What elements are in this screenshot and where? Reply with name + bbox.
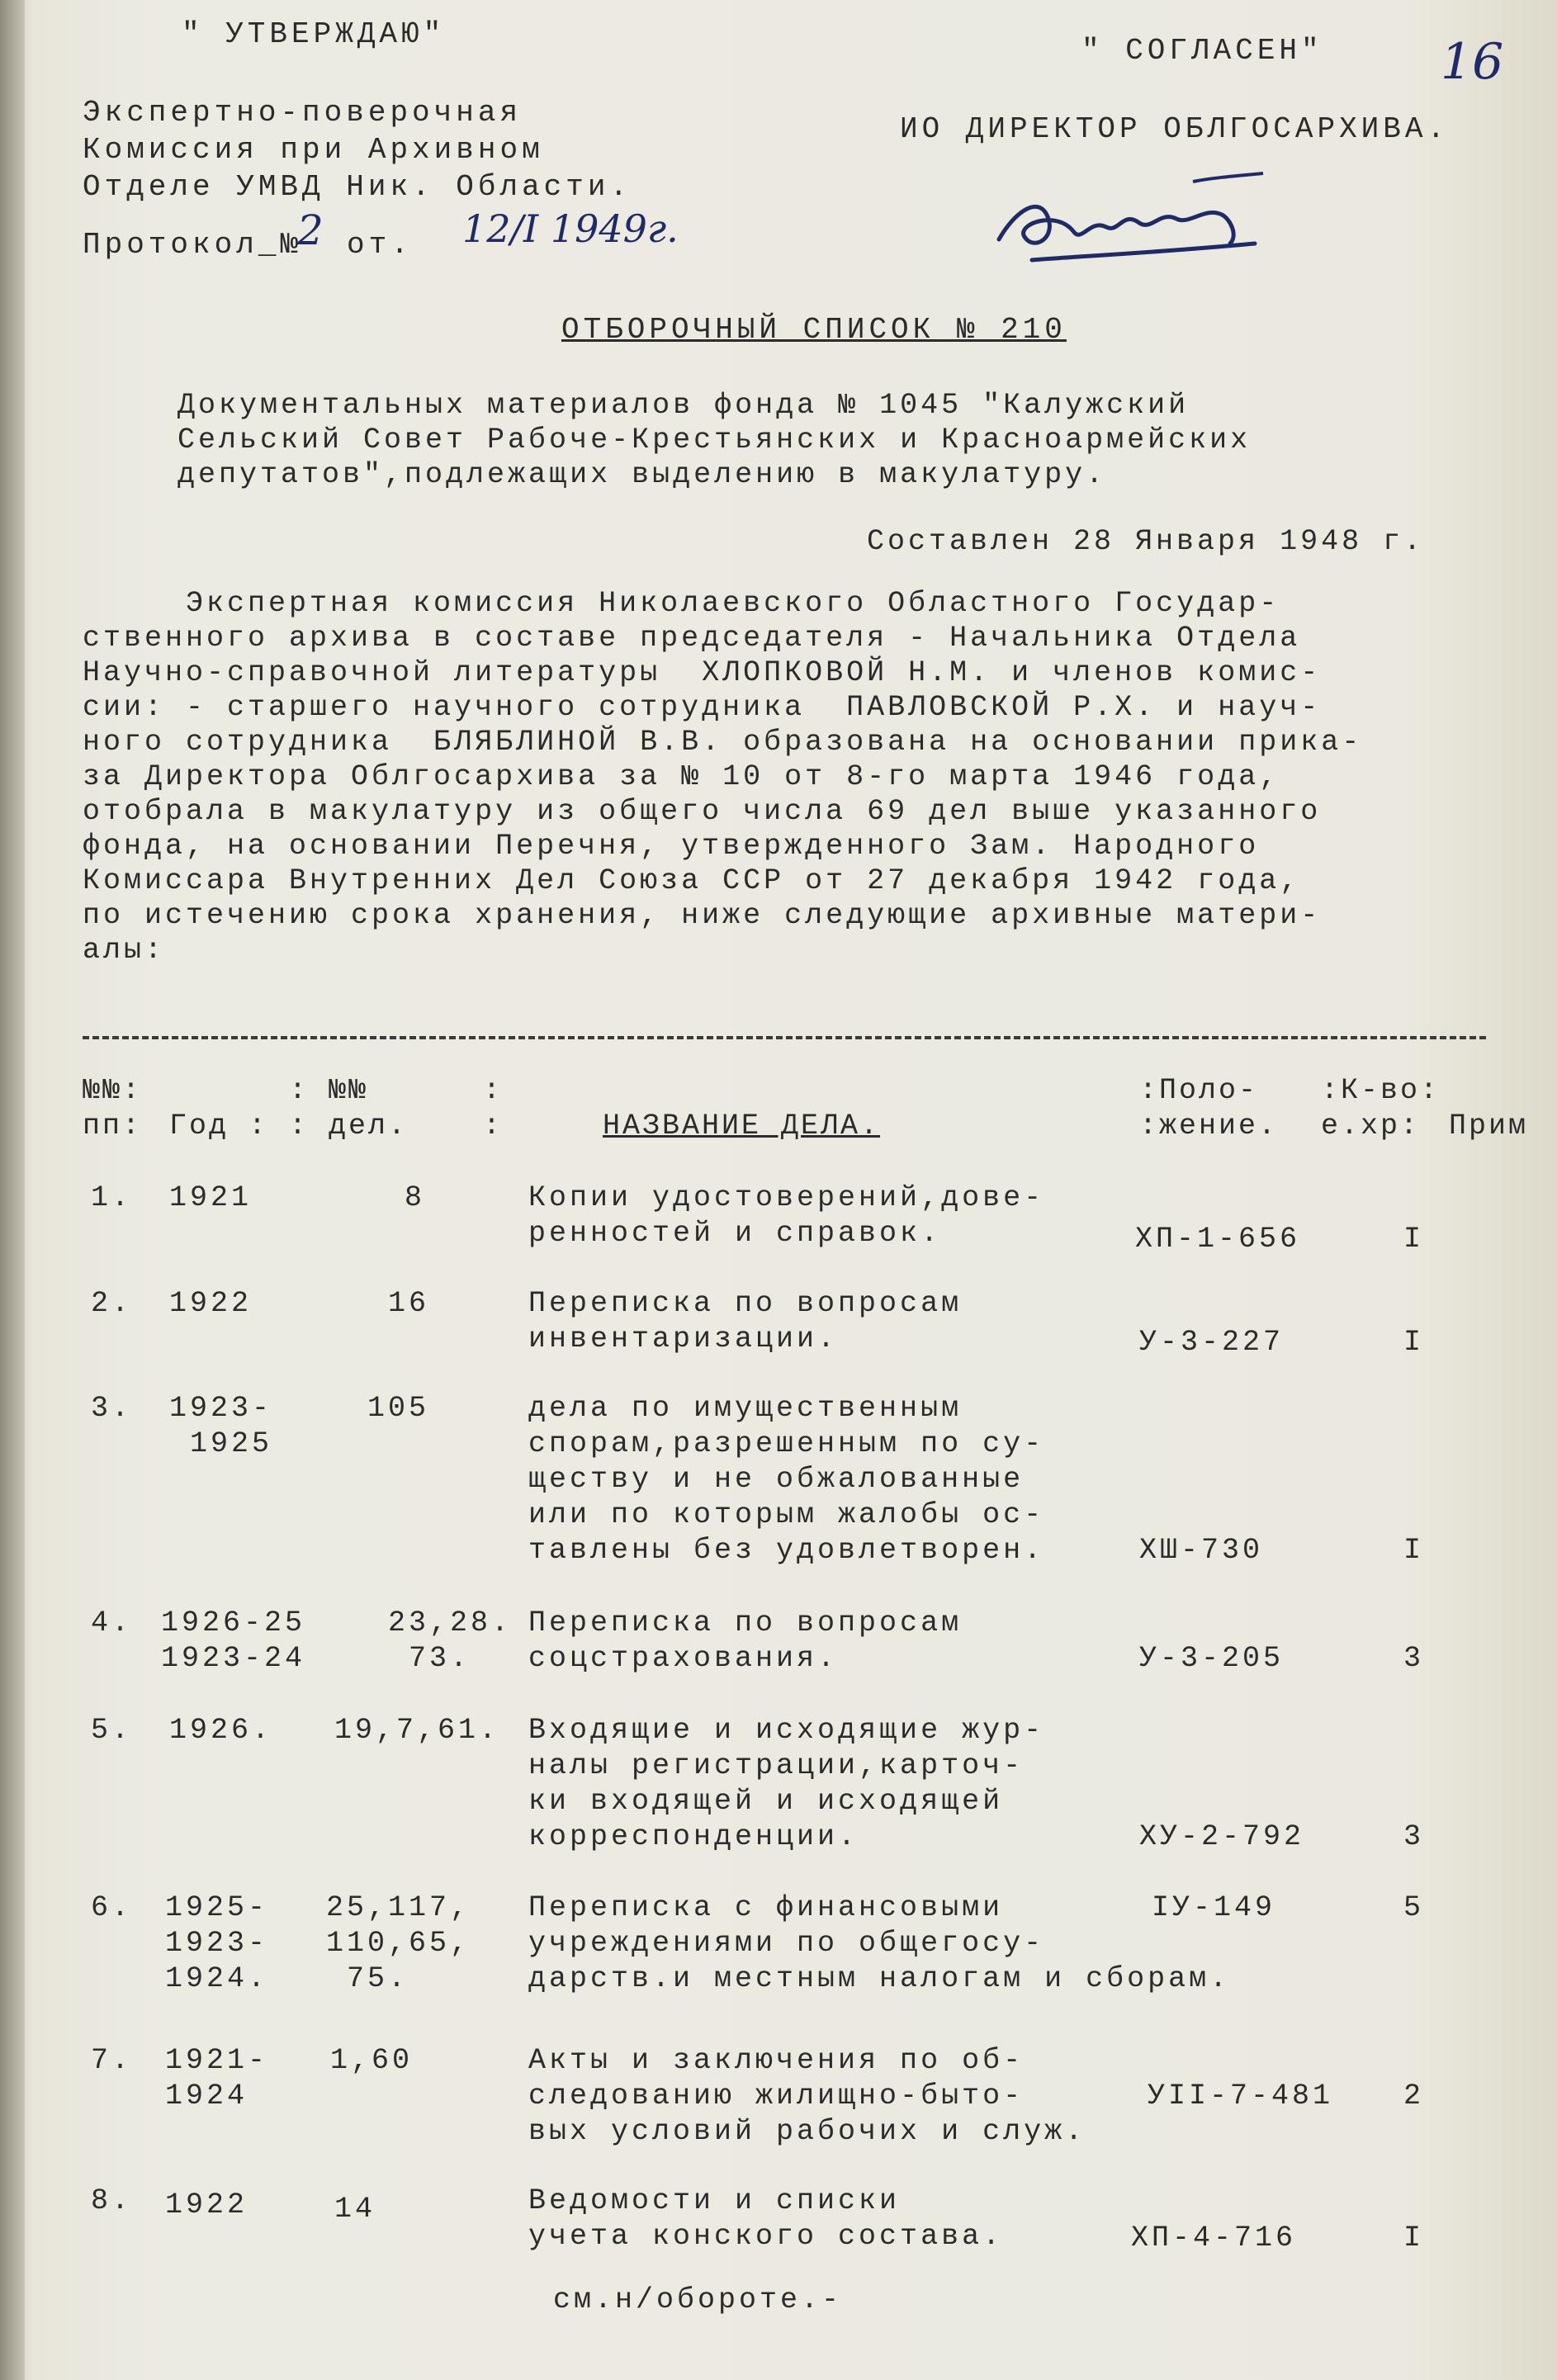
row-qty: 5 xyxy=(1403,1891,1425,1924)
body-line-10: по истечению срока хранения, ниже следующие архивные матери- xyxy=(83,899,1322,932)
row-year: 1921- 1924 xyxy=(165,2044,269,2113)
body-line-11: алы: xyxy=(83,934,166,967)
subtitle-line-3: депутатов",подлежащих выделению в макулатуру. xyxy=(177,458,1107,491)
row-num: 4. xyxy=(91,1606,133,1640)
header-note-2: :жение. xyxy=(1139,1110,1279,1143)
row-dela: 25,117, 110,65, 75. xyxy=(326,1891,471,1995)
header-num-1: №№: xyxy=(83,1074,143,1107)
row-name: Ведомости и списки учета конского состава. xyxy=(528,2184,1004,2253)
row-dela: 8 xyxy=(405,1181,426,1214)
commission-line-2: Комиссия при Архивном xyxy=(83,133,544,167)
row-year: 1921 xyxy=(169,1181,253,1214)
row-qty: 3 xyxy=(1403,1642,1425,1675)
header-dela-1: : №№ xyxy=(289,1074,369,1107)
row-num: 1. xyxy=(91,1181,133,1214)
row-name: Переписка с финансовыми учреждениями по общегосу- дарств.и местным налогам и сборам. xyxy=(528,1891,1231,1995)
protocol-date: 12/I 1949г. xyxy=(462,206,679,251)
row-position: У-3-205 xyxy=(1139,1642,1285,1675)
row-dela: 105 xyxy=(367,1392,430,1425)
header-name: НАЗВАНИЕ ДЕЛА. xyxy=(603,1110,881,1143)
row-position: У-3-227 xyxy=(1139,1326,1285,1359)
body-line-7: отобрала в макулатуру из общего числа 69 дел выше указанного xyxy=(83,795,1322,828)
body-line-1: Экспертная комиссия Николаевского Областного Государ- xyxy=(83,587,1280,620)
row-qty: I xyxy=(1403,1326,1425,1359)
header-sep-1: : xyxy=(483,1074,504,1107)
header-dela-2: : дел. xyxy=(289,1110,409,1143)
row-num: 5. xyxy=(91,1714,133,1747)
agreed-heading: " СОГЛАСЕН" xyxy=(1081,34,1323,68)
row-num: 3. xyxy=(91,1392,133,1425)
row-dela: 19,7,61. xyxy=(334,1714,500,1747)
commission-line-1: Экспертно-поверочная xyxy=(83,96,523,130)
subtitle-line-1: Документальных материалов фонда № 1045 "Калужский xyxy=(177,389,1190,422)
row-dela: 16 xyxy=(388,1287,430,1320)
row-position: ХП-1-656 xyxy=(1135,1223,1301,1256)
header-num-2: пп: xyxy=(83,1110,143,1143)
row-name: Переписка по вопросам соцстрахования. xyxy=(528,1606,963,1675)
header-prim: Прим xyxy=(1449,1110,1529,1143)
row-dela: 1,60 xyxy=(330,2044,414,2077)
list-title: ОТБОРОЧНЫЙ СПИСОК № 210 xyxy=(561,313,1067,347)
composed-date: Составлен 28 Января 1948 г. xyxy=(867,525,1425,558)
protocol-from: от. xyxy=(347,228,413,262)
header-note-1: :Поло- xyxy=(1139,1074,1259,1107)
protocol-number: 2 xyxy=(297,206,324,254)
table-divider xyxy=(83,1036,1486,1039)
page-number: 16 xyxy=(1441,33,1504,91)
row-position: ХП-4-716 xyxy=(1131,2221,1297,2255)
row-name: Переписка по вопросам инвентаризации. xyxy=(528,1287,963,1356)
header-qty-1: :К-во: xyxy=(1321,1074,1441,1107)
continued-note: см.н/обороте.- xyxy=(553,2283,843,2316)
approved-heading: " УТВЕРЖДАЮ" xyxy=(182,17,446,51)
row-year: 1923- 1925 xyxy=(169,1392,273,1460)
header-qty-2: е.хр: xyxy=(1321,1110,1421,1143)
row-dela: 14 xyxy=(334,2193,376,2226)
row-qty: I xyxy=(1403,1223,1425,1256)
row-num: 6. xyxy=(91,1891,133,1924)
row-year: 1926. xyxy=(169,1714,273,1747)
row-name: Входящие и исходящие жур- налы регистрации,карточ- ки входящей и исходящей корреспонденции. xyxy=(528,1714,1045,1853)
body-line-5: ного сотрудника БЛЯБЛИНОЙ В.В. образована на основании прика- xyxy=(83,726,1363,759)
body-line-9: Комиссара Внутренних Дел Союза ССР от 27 декабря 1942 года, xyxy=(83,864,1301,897)
row-num: 8. xyxy=(91,2184,133,2217)
body-line-4: сии: - старшего научного сотрудника ПАВЛОВСКОЙ Р.Х. и науч- xyxy=(83,691,1322,724)
row-year: 1922 xyxy=(165,2188,248,2221)
row-year: 1925- 1923- 1924. xyxy=(165,1891,269,1995)
body-line-6: за Директора Облгосархива за № 10 от 8-го марта 1946 года, xyxy=(83,760,1280,793)
row-qty: 3 xyxy=(1403,1820,1425,1853)
row-num: 2. xyxy=(91,1287,133,1320)
protocol-label: Протокол_№ xyxy=(83,228,303,262)
row-qty: 2 xyxy=(1403,2080,1425,2113)
row-name: дела по имущественным спорам,разрешенным по су- ществу и не обжалованные или по которым жалобы ос- тавлены без удовлетворен. xyxy=(528,1392,1045,1567)
director-line: ИО ДИРЕКТОР ОБЛГОСАРХИВА. xyxy=(900,112,1450,146)
row-position: УII-7-481 xyxy=(1148,2080,1334,2113)
row-position: IУ-149 xyxy=(1152,1891,1276,1924)
body-line-3: Научно-справочной литературы ХЛОПКОВОЙ Н.М. и членов комис- xyxy=(83,656,1322,689)
row-qty: I xyxy=(1403,2221,1425,2255)
row-position: ХУ-2-792 xyxy=(1139,1820,1305,1853)
row-num: 7. xyxy=(91,2044,133,2077)
row-dela: 23,28. 73. xyxy=(388,1606,513,1675)
body-line-2: ственного архива в составе председателя - Начальника Отдела xyxy=(83,622,1301,655)
body-line-8: фонда, на основании Перечня, утвержденного Зам. Народного xyxy=(83,830,1260,863)
signature-icon xyxy=(982,161,1280,285)
commission-line-3: Отделе УМВД Ник. Области. xyxy=(83,170,632,204)
row-year: 1926-25 1923-24 xyxy=(161,1606,306,1675)
row-name: Копии удостоверений,дове- ренностей и справок. xyxy=(528,1181,1045,1250)
header-sep-2: : xyxy=(483,1110,504,1143)
header-year: Год : xyxy=(169,1110,269,1143)
row-year: 1922 xyxy=(169,1287,253,1320)
subtitle-line-2: Сельский Совет Рабоче-Крестьянских и Красноармейских xyxy=(177,423,1252,457)
row-name: Акты и заключения по об- следованию жилищно-быто- вых условий рабочих и служ. xyxy=(528,2044,1086,2148)
row-position: ХШ-730 xyxy=(1139,1534,1264,1567)
binding-edge xyxy=(0,0,25,2380)
row-qty: I xyxy=(1403,1534,1425,1567)
